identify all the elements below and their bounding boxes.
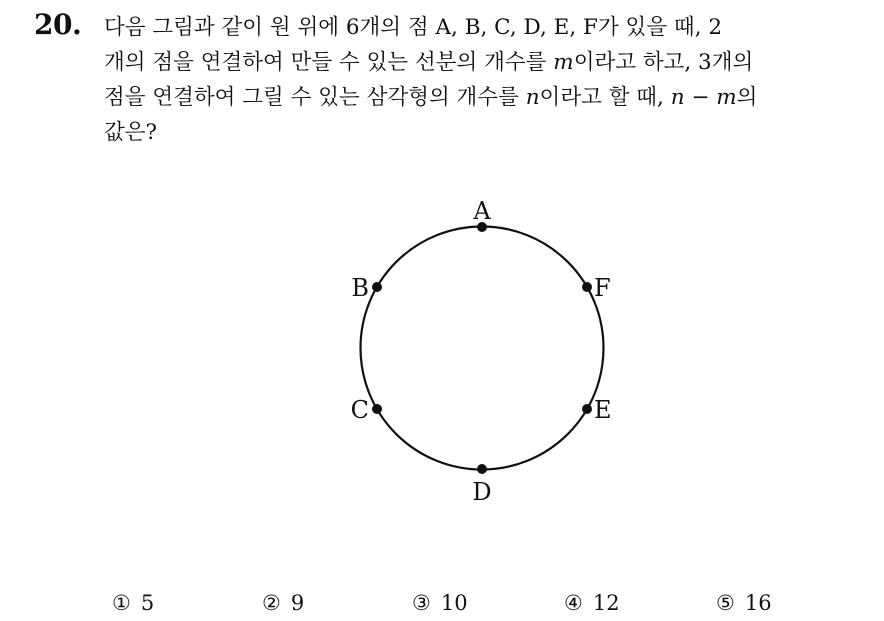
choice-5-marker: ⑤ xyxy=(716,591,735,615)
question-number: 20. xyxy=(34,8,82,41)
point-b-label: B xyxy=(351,274,369,302)
choice-1-marker: ① xyxy=(112,591,131,615)
choice-2-value: 9 xyxy=(290,591,305,615)
question-text-run: 이라고 하고, 3개의 xyxy=(573,50,754,75)
question-text-run: 점을 연결하여 그릴 수 있는 삼각형의 개수를 xyxy=(104,85,526,110)
point-a-label: A xyxy=(473,197,491,225)
choice-1[interactable] xyxy=(112,591,154,615)
math-variable: m xyxy=(716,85,737,110)
choice-2-marker: ② xyxy=(262,591,281,615)
choice-4-value: 12 xyxy=(592,591,620,615)
choice-4-marker: ④ xyxy=(564,591,583,615)
choice-2[interactable] xyxy=(262,591,304,615)
question-text-run: 다음 그림과 같이 원 위에 6개의 점 A, B, C, D, E, F가 있을 때, 2 xyxy=(104,15,723,40)
point-c-dot xyxy=(372,404,382,414)
point-f-label: F xyxy=(594,274,611,302)
choice-5[interactable] xyxy=(716,591,772,615)
question-text-run: − xyxy=(684,85,717,110)
point-d-dot xyxy=(477,464,487,474)
point-e-dot xyxy=(582,404,592,414)
question-text-run: 개의 점을 연결하여 만들 수 있는 선분의 개수를 xyxy=(104,50,554,75)
choice-3[interactable] xyxy=(412,591,468,615)
math-variable: n xyxy=(525,85,540,110)
math-variable: n xyxy=(670,85,685,110)
question-text-run: 의 xyxy=(736,85,758,110)
point-e-label: E xyxy=(594,396,612,424)
question-text-run: 값은? xyxy=(104,120,158,145)
choice-5-value: 16 xyxy=(744,591,772,615)
point-b-dot xyxy=(372,282,382,292)
circle xyxy=(361,227,604,470)
point-f-dot xyxy=(582,282,592,292)
math-variable: m xyxy=(553,50,574,75)
question-text-run: 이라고 할 때, xyxy=(539,85,671,110)
choice-3-marker: ③ xyxy=(412,591,431,615)
point-c-label: C xyxy=(350,396,369,424)
point-d-label: D xyxy=(472,478,492,506)
choice-4[interactable] xyxy=(564,591,620,615)
choice-3-value: 10 xyxy=(440,591,468,615)
choice-1-value: 5 xyxy=(140,591,155,615)
answer-choices xyxy=(0,591,884,621)
